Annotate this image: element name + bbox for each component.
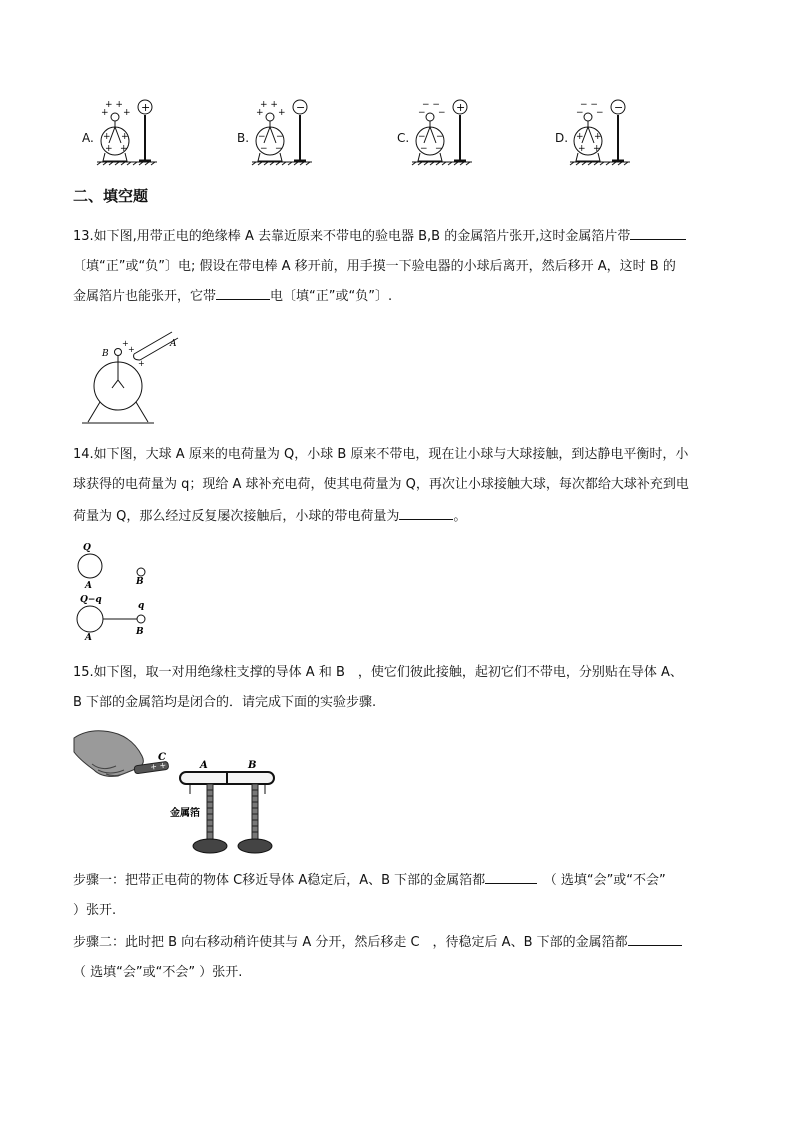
svg-text:+: + (122, 339, 129, 348)
q13-line2: 〔填“正”或“负”〕电; 假设在带电棒 A 移开前，用手摸一下验电器的小球后离开，然后移开 A，这时 B 的 (73, 259, 676, 274)
svg-text:+: + (278, 108, 286, 118)
svg-text:+ +: + + (149, 760, 167, 772)
q14-line3: 荷量为 Q，那么经过反复屡次接触后，小球的带电荷量为 。 (73, 502, 733, 532)
q15-step2-line2: （ 选填“会”或“不会” ）张开. (73, 965, 243, 980)
q13-blank2[interactable] (216, 285, 270, 300)
q13-electroscope-figure (82, 330, 192, 428)
q14-label-a2: A (85, 633, 92, 642)
svg-text:−: − (418, 132, 426, 142)
q14-label-q: Q (83, 543, 91, 553)
svg-text:+: + (101, 108, 109, 118)
option-c-label: C. (397, 131, 410, 145)
q13-blank1[interactable] (630, 225, 686, 240)
q15-step1-line1: 步骤一：把带正电荷的物体 C移近导体 A稳定后，A、B 下部的金属箔都 （ 选填“会”或“不会” (73, 866, 733, 896)
svg-text:+: + (121, 132, 129, 142)
options-row (0, 95, 794, 175)
option-a-figure (95, 95, 165, 173)
svg-text:−: − (275, 144, 283, 154)
svg-text:+: + (103, 132, 111, 142)
q15-line1: 15.如下图，取一对用绝缘柱支撑的导体 A 和 B ，使它们彼此接触，起初它们不带电，分别贴在导体 A、 (73, 665, 683, 680)
svg-text:−: − (420, 144, 428, 154)
svg-text:+: + (594, 132, 602, 142)
q13-label-b: B (102, 349, 109, 359)
q14-label-b1: B (136, 577, 144, 587)
q15-conductors-figure (72, 724, 278, 858)
svg-text:+: + (578, 144, 586, 154)
q14-blank[interactable] (399, 505, 453, 520)
svg-text:+: + (105, 144, 113, 154)
svg-text:+: + (128, 345, 135, 354)
svg-text:− −: − − (422, 100, 440, 110)
svg-text:+: + (120, 144, 128, 154)
q15-step1-blank[interactable] (485, 869, 537, 884)
svg-text:+: + (256, 108, 264, 118)
option-b-sign: − (296, 101, 306, 114)
svg-text:− −: − − (580, 100, 598, 110)
q14-label-b2: B (136, 627, 144, 637)
q15-label-a: A (200, 760, 208, 771)
q15-step1-line2: ）张开. (73, 903, 117, 918)
svg-text:−: − (435, 144, 443, 154)
option-d-label: D. (555, 131, 569, 145)
q15-step2-blank[interactable] (628, 931, 682, 946)
svg-text:−: − (260, 144, 268, 154)
option-b-figure (250, 95, 320, 173)
section-title: 二、填空题 (73, 187, 149, 205)
option-b-label: B. (237, 131, 250, 145)
svg-text:−: − (418, 108, 426, 118)
q14-line2: 球获得的电荷量为 q；现给 A 球补充电荷，使其电荷量为 Q，再次让小球接触大球，每次都给大球补充到电 (73, 477, 689, 492)
svg-text:+: + (123, 108, 131, 118)
svg-text:−: − (436, 132, 444, 142)
option-c-figure (410, 95, 480, 173)
q13-line1: 13.如下图,用带正电的绝缘棒 A 去靠近原来不带电的验电器 B,B 的金属箔片张开,这时金属箔片带 (73, 222, 733, 252)
option-d-figure (568, 95, 638, 173)
svg-text:+ +: + + (105, 100, 123, 110)
q15-step2-line1: 步骤二：此时把 B 向右移动稍许使其与 A 分开，然后移走 C ，待稳定后 A、B 下部的金属箔都 (73, 928, 733, 958)
option-a-sign: + (141, 101, 151, 114)
q15-line2: B 下部的金属箔均是闭合的．请完成下面的实验步骤. (73, 695, 377, 710)
q15-label-foil: 金属箔 (170, 808, 200, 819)
q15-label-c: C (158, 752, 166, 763)
svg-text:−: − (596, 108, 604, 118)
svg-text:+: + (593, 144, 601, 154)
q14-line1: 14.如下图，大球 A 原来的电荷量为 Q，小球 B 原来不带电，现在让小球与大球接触，到达静电平衡时，小 (73, 447, 689, 462)
svg-text:−: − (438, 108, 446, 118)
svg-text:−: − (276, 132, 284, 142)
q13-label-a: A (170, 339, 177, 349)
option-d-sign: − (614, 101, 624, 114)
option-c-sign: + (456, 101, 466, 114)
q14-label-a1: A (85, 581, 92, 591)
q13-line3: 金属箔片也能张开，它带 电〔填“正”或“负”〕. (73, 282, 733, 312)
svg-text:+: + (576, 132, 584, 142)
q14-label-qminus: Q−q (80, 595, 102, 605)
svg-text:−: − (258, 132, 266, 142)
q14-spheres-figure (68, 540, 168, 642)
option-a-label: A. (82, 131, 94, 145)
svg-text:−: − (576, 108, 584, 118)
svg-text:+ +: + + (260, 100, 278, 110)
q15-label-b: B (248, 760, 257, 771)
q14-label-small-q: q (138, 601, 145, 611)
svg-text:+: + (138, 359, 145, 368)
